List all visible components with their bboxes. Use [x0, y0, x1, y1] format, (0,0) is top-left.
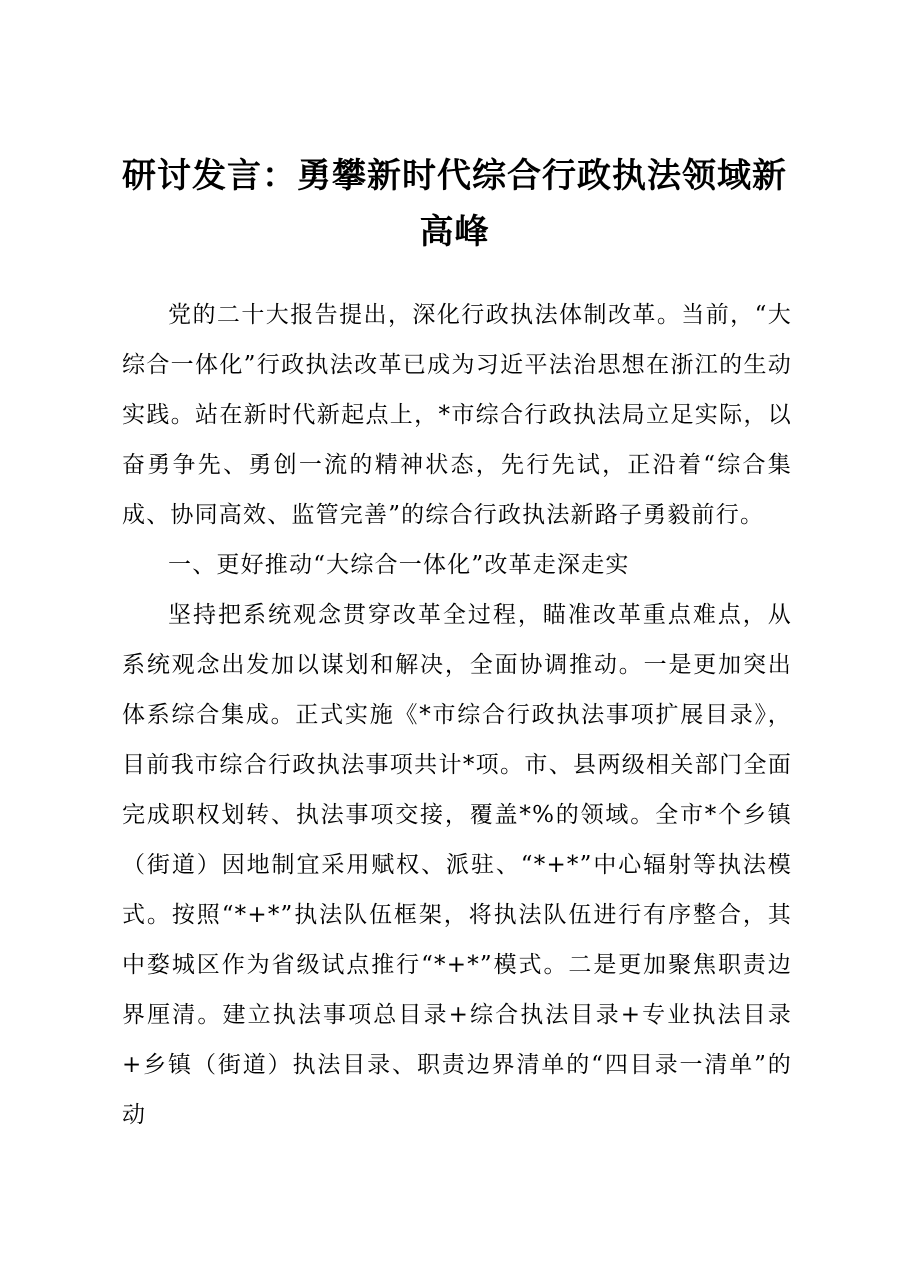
section-heading-1: 一、更好推动“大综合一体化”改革走深走实: [168, 552, 630, 578]
document-title: 研讨发言：勇攀新时代综合行政执法领域新高峰: [122, 156, 787, 252]
paragraph-section-1: 坚持把系统观念贯穿改革全过程，瞄准改革重点难点，从系统观念出发加以谋划和解决，全面协调推动。一是更加突出体系综合集成。正式实施《*市综合行政执法事项扩展目录》，目前我市综合行政执法事项共计*项。市、县两级相关部门全面完成职权划转、执法事项交接，覆盖*%的领域。全市*个乡镇（街道）因地制宜采用赋权、派驻、“*+*”中心辐射等执法模式。按照“*+*”执法队伍框架，将执法队伍进行有序整合，其中婺城区作为省级试点推行“*+*”模式。二是更加聚焦职责边界厘清。建立执法事项总目录+综合执法目录+专业执法目录+乡镇（街道）执法目录、职责边界清单的“四目录一清单”的动: [122, 602, 792, 1128]
paragraph-intro: 党的二十大报告提出，深化行政执法体制改革。当前，“大综合一体化”行政执法改革已成为习近平法治思想在浙江的生动实践。站在新时代新起点上，*市综合行政执法局立足实际，以奋勇争先、勇创一流的精神状态，先行先试，正沿着“综合集成、协同高效、监管完善”的综合行政执法新路子勇毅前行。: [122, 302, 792, 528]
document-body: [122, 290, 792, 1140]
